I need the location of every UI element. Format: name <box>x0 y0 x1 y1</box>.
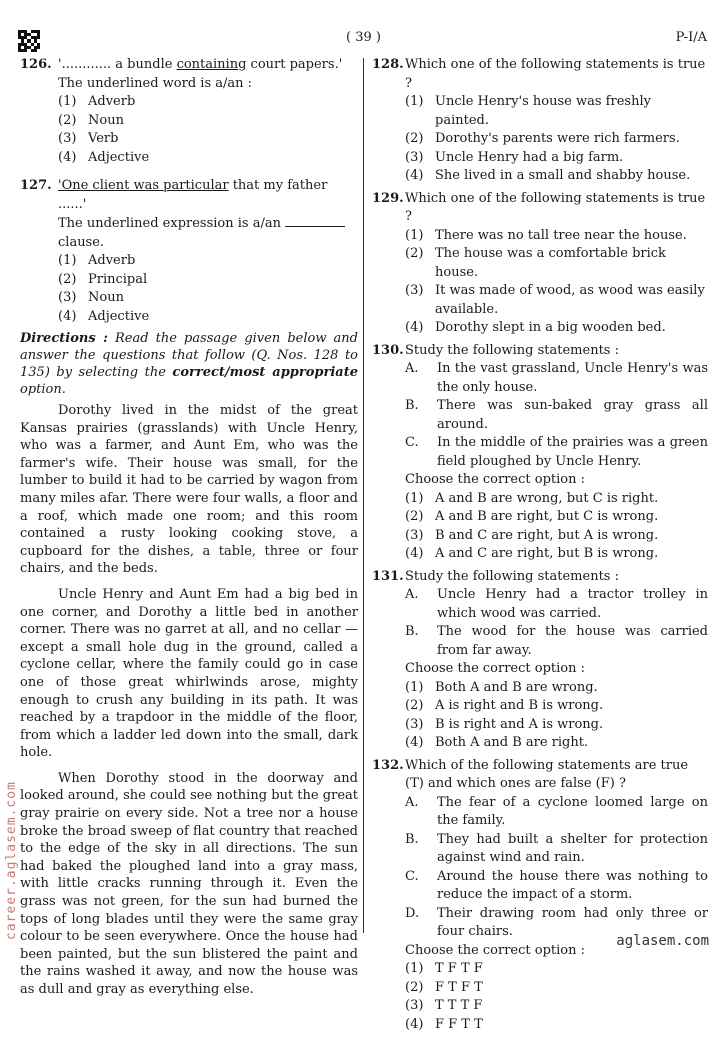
question-number: 130. <box>372 342 404 358</box>
option[interactable]: (1) T F T F <box>405 961 483 976</box>
option[interactable]: (4) Adjective <box>58 149 150 165</box>
option[interactable]: (1) A and B are wrong, but C is right. <box>405 490 659 506</box>
statement: A. Uncle Henry had a tractor trolley in which wood was carried. <box>405 587 708 621</box>
option[interactable]: (4) Adjective <box>58 308 150 324</box>
question-126 <box>20 56 358 167</box>
left-column <box>20 56 358 1007</box>
option[interactable]: (2) Dorothy's parents were rich farmers. <box>405 131 680 146</box>
option[interactable]: (3) T T T F <box>405 998 483 1013</box>
side-watermark: career.aglasem.com <box>4 781 19 940</box>
directions: Directions : Read the passage given below and answer the questions that follow (Q. Nos. 128 to 135) by selecting the correct/most appropriate option. <box>20 331 358 397</box>
question-number: 129. <box>372 190 404 206</box>
footer-watermark: aglasem.com <box>616 933 709 949</box>
underlined-word: containing <box>176 57 247 72</box>
question-128 <box>372 56 708 186</box>
statement: A. The fear of a cyclone loomed large on the family. <box>405 794 708 828</box>
passage-paragraph: When Dorothy stood in the doorway and looked around, she could see nothing but the great gray prairie on every side. Not a tree nor a house broke the broad sweep of flat country that reached to the edge of the sky in all directions. The sun had baked the ploughed land into a gray mass, with little cracks running through it. Even the grass was not green, for the sun had burned the tops of long blades until they were the same gray colour to be seen everywhere. Once the house had been painted, but the sun blistered the paint and the rains washed it away, and now the house was as dull and gray as everything else. <box>20 770 358 997</box>
choose-instruction: Choose the correct option : <box>405 472 586 487</box>
question-number: 131. <box>372 568 404 584</box>
question-number: 126. <box>20 57 52 72</box>
question-stem: 'One client was particular that my father ......' <box>58 178 328 212</box>
question-stem: '............ a bundle containing court papers.' <box>58 57 343 72</box>
option[interactable]: (4) Both A and B are right. <box>405 735 589 750</box>
choose-instruction: Choose the correct option : <box>405 661 586 676</box>
question-129 <box>372 190 708 338</box>
statement: C. In the middle of the prairies was a green field ploughed by Uncle Henry. <box>405 435 708 469</box>
question-stem: Study the following statements : <box>405 342 619 358</box>
question-stem: Study the following statements : <box>405 568 619 584</box>
option[interactable]: (4) A and C are right, but B is wrong. <box>405 546 659 561</box>
question-stem: Which one of the following statements is true ? <box>405 190 706 224</box>
paper-code: P-I/A <box>675 30 707 45</box>
question-131 <box>372 568 708 753</box>
question-stem: Which one of the following statements is true ? <box>405 57 706 91</box>
question-130 <box>372 342 708 564</box>
option[interactable]: (4) F F T T <box>405 1016 483 1032</box>
statement: B. They had built a shelter for protection against wind and rain. <box>405 831 708 865</box>
option[interactable]: (3) Noun <box>58 290 124 305</box>
option[interactable]: (2) F T F T <box>405 979 483 995</box>
option[interactable]: (2) Principal <box>58 271 148 287</box>
statement: A. In the vast grassland, Uncle Henry's was the only house. <box>405 361 708 395</box>
page-number: ( 39 ) <box>346 30 381 45</box>
option[interactable]: (1) Uncle Henry's house was freshly painted. <box>405 94 651 128</box>
statement: C. Around the house there was nothing to reduce the impact of a storm. <box>405 868 708 902</box>
page-header <box>0 0 727 52</box>
passage-paragraph: Dorothy lived in the midst of the great Kansas prairies (grasslands) with Uncle Henry, who was a farmer, and Aunt Em, who was the farmer's wife. Their house was small, for the lumber to build it had to be carried by wagon from many miles afar. There were four walls, a floor and a roof, which made one room; and this room contained a rusty looking cooking stove, a cupboard for the dishes, a table, three or four chairs, and the beds. <box>20 403 358 577</box>
question-number: 128. <box>372 57 404 72</box>
option[interactable]: (1) There was no tall tree near the house. <box>405 227 687 243</box>
passage-paragraph: Uncle Henry and Aunt Em had a big bed in one corner, and Dorothy a little bed in another corner. There was no garret at all, and no cellar — except a small hole dug in the ground, called a cyclone cellar, where the family could go in case one of those great whirlwinds arose, mighty enough to crush any building in its path. It was reached by a trapdoor in the middle of the floor, from which a ladder led down into the small, dark hole. <box>20 586 358 761</box>
option[interactable]: (1) Both A and B are wrong. <box>405 679 598 695</box>
answer-blank <box>285 214 345 227</box>
statement: D. Their drawing room had only three or four chairs. <box>405 905 708 939</box>
option[interactable]: (3) Uncle Henry had a big farm. <box>405 149 624 165</box>
question-132 <box>372 757 708 1035</box>
option[interactable]: (2) The house was a comfortable brick house. <box>405 246 666 280</box>
option[interactable]: (3) It was made of wood, as wood was easily available. <box>405 283 705 317</box>
choose-instruction: Choose the correct option : <box>405 942 586 958</box>
option[interactable]: (4) She lived in a small and shabby house. <box>405 168 691 183</box>
question-instruction: The underlined word is a/an : <box>58 75 253 91</box>
question-number: 132. <box>372 757 404 773</box>
question-instruction: The underlined expression is a/an <box>58 214 358 234</box>
question-stem: Which of the following statements are true (T) and which ones are false (F) ? <box>405 757 689 791</box>
underlined-expression: 'One client was particular <box>58 178 229 193</box>
option[interactable]: (1) Adverb <box>58 94 136 109</box>
option[interactable]: (2) A and B are right, but C is wrong. <box>405 509 659 524</box>
option[interactable]: (4) Dorothy slept in a big wooden bed. <box>405 320 666 335</box>
option[interactable]: (3) B is right and A is wrong. <box>405 716 604 732</box>
right-column <box>372 56 708 1038</box>
option[interactable]: (2) Noun <box>58 112 124 128</box>
statement: B. The wood for the house was carried from far away. <box>405 624 708 658</box>
column-divider <box>363 58 364 933</box>
option[interactable]: (3) Verb <box>58 131 119 146</box>
question-127: 127. 'One client was particular that my father ......' The underlined expression is a/an clause. (1) Adverb (2) Principal (3) Noun (4) Adjective <box>20 177 358 326</box>
option[interactable]: (3) B and C are right, but A is wrong. <box>405 527 659 543</box>
option[interactable]: (2) A is right and B is wrong. <box>405 698 604 713</box>
option[interactable]: (1) Adverb <box>58 253 136 268</box>
statement: B. There was sun-baked gray grass all around. <box>405 398 708 432</box>
question-number: 127. <box>20 178 52 193</box>
